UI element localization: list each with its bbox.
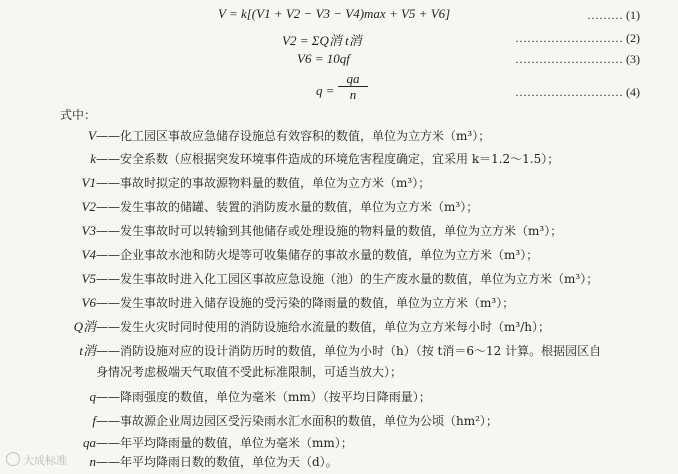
definition-text: ——降雨强度的数值，单位为毫米（mm）（按平均日降雨量）； bbox=[96, 390, 431, 404]
definition-symbol: V6 bbox=[81, 295, 96, 310]
watermark-logo-icon bbox=[6, 452, 20, 466]
equation-1: V = k[(V1 + V2 − V3 − V4)max + V5 + V6] bbox=[218, 6, 451, 21]
definition-symbol: k bbox=[90, 151, 96, 166]
equation-4-denominator: n bbox=[349, 87, 357, 102]
definition-text: ——发生事故的储罐、装置的消防废水量的数值，单位为立方米（m³）； bbox=[96, 200, 479, 214]
definition-text: ——事故时拟定的事故源物料量的数值，单位为立方米（m³）； bbox=[96, 176, 431, 190]
definition-symbol: V4 bbox=[81, 247, 96, 262]
equation-4-fraction bbox=[338, 71, 368, 102]
definition-text: ——企业事故水池和防火堤等可收集储存的事故水量的数值，单位为立方米（m³）； bbox=[96, 248, 539, 262]
definition-symbol: f bbox=[92, 413, 96, 428]
equation-2-number: ……………………… (2) bbox=[515, 31, 640, 45]
definition-symbol: V1 bbox=[81, 175, 96, 190]
definition-symbol: q bbox=[89, 389, 96, 404]
watermark-text: 大成标准 bbox=[23, 454, 67, 467]
definition-symbol: V3 bbox=[81, 223, 96, 238]
definition-text: ——发生事故时可以转输到其他储存或处理设施的物料量的数值，单位为立方米（m³）； bbox=[96, 224, 563, 238]
definition-text: ——年平均降雨量的数值，单位为毫米（mm）； bbox=[96, 436, 353, 450]
definition-text: ——年平均降雨日数的数值，单位为天（d）。 bbox=[96, 455, 338, 469]
equation-1-number: ……… (1) bbox=[587, 8, 640, 22]
equation-4-numerator: qa bbox=[338, 71, 368, 87]
equation-3-number: ……………………… (3) bbox=[515, 52, 640, 66]
watermark bbox=[6, 452, 67, 468]
definition-symbol: t消 bbox=[79, 343, 96, 358]
definition-text-continued: 身情况考虑极端天气取值不受此标准限制，可适当放大）； bbox=[96, 365, 403, 379]
definition-text: ——发生事故时进入储存设施的受污染的降雨量的数值，单位为立方米（m³）； bbox=[96, 296, 515, 310]
definition-text: ——发生火灾时同时使用的消防设施给水流量的数值，单位为立方米每小时（m³/h）； bbox=[96, 320, 550, 334]
definition-text: ——消防设施对应的设计消防历时的数值，单位为小时（h）（按 t消＝6～12 计算。根据园区自 bbox=[96, 344, 602, 358]
equation-4-lhs: q = bbox=[316, 83, 335, 98]
definition-symbol: V bbox=[88, 128, 96, 143]
definition-symbol: Q消 bbox=[73, 319, 96, 334]
definition-symbol: V5 bbox=[81, 271, 96, 286]
equation-2: V2 = ΣQ消 t消 bbox=[282, 33, 362, 48]
definition-symbol: qa bbox=[83, 435, 96, 450]
definition-text: ——化工园区事故应急储存设施总有效容积的数值，单位为立方米（m³）； bbox=[96, 129, 491, 143]
definition-text: ——安全系数（应根据突发环境事件造成的环境危害程度确定，宜采用 k＝1.2～1.5）； bbox=[96, 152, 560, 166]
definition-symbol: V2 bbox=[81, 199, 96, 214]
equation-4-number: ……………………… (4) bbox=[515, 85, 640, 99]
definition-text: ——事故源企业周边园区受污染雨水汇水面积的数值，单位为公顷（hm²）； bbox=[96, 414, 498, 428]
definition-symbol: n bbox=[89, 454, 96, 469]
definition-text: ——发生事故时进入化工园区事故应急设施（池）的生产废水量的数值，单位为立方米（m³）； bbox=[96, 272, 599, 286]
where-label: 式中： bbox=[60, 108, 97, 122]
equation-3: V6 = 10qf bbox=[297, 51, 350, 66]
